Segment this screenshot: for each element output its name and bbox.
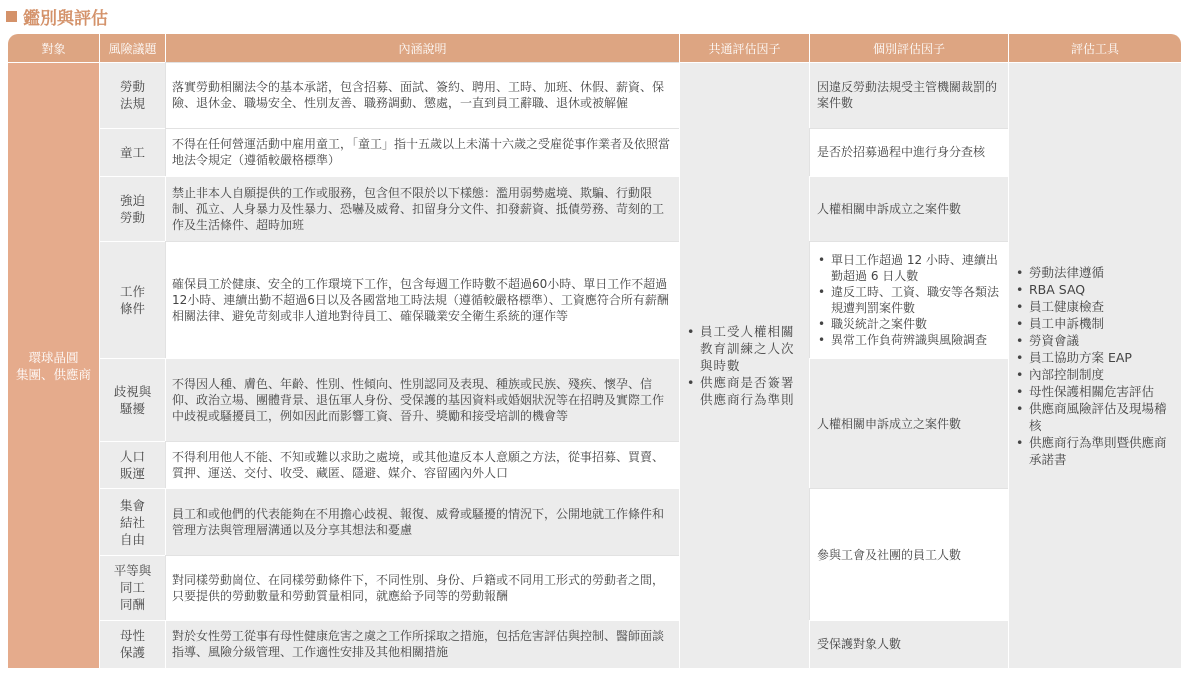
list-item: • 供應商是否簽署供應商行為準則 (687, 375, 795, 407)
header-risk-topic: 風險議題 (99, 34, 165, 62)
list-item: • 勞資會議 (1016, 332, 1080, 348)
object-cell (8, 62, 99, 668)
header-row (8, 34, 1181, 62)
common-factors-cell (679, 62, 809, 668)
description-cell: 員工和或他們的代表能夠在不用擔心歧視、報復、威脅或騷擾的情況下，公開地就工作條件和管理方法與管理層溝通以及分享其想法和憂慮 (165, 488, 679, 555)
list-item: • 員工協助方案 EAP (1016, 349, 1132, 365)
list-item: • 職災統計之案件數 (818, 317, 928, 332)
section-heading-text: 鑑別與評估 (23, 8, 108, 29)
object-line: 集團、供應商 (15, 366, 91, 382)
header-common-factors: 共通評估因子 (679, 34, 809, 62)
list-item: • 員工受人權相關教育訓練之人次與時數 (687, 324, 795, 373)
description-cell: 不得在任何營運活動中雇用童工，「童工」指十五歲以上未滿十六歲之受雇從事作業者及依照當地法令規定（遵循較嚴格標準） (165, 128, 679, 176)
table-row (8, 176, 1181, 242)
section-heading (6, 4, 108, 28)
table-row (8, 62, 1181, 128)
list-item: • 違反工時、工資、職安等各類法規遭判罰案件數 (818, 285, 1000, 316)
list-item: • 異常工作負荷辨識與風險調查 (818, 333, 988, 348)
header-object: 對象 (8, 34, 99, 62)
list-item: • 供應商行為準則暨供應商承諾書 (1016, 434, 1167, 467)
individual-factor-cell: 人權相關申訴成立之案件數 (809, 176, 1008, 242)
table-row (8, 241, 1181, 358)
individual-factor-cell (809, 241, 1008, 358)
table-row (8, 358, 1181, 441)
assessment-table (8, 34, 1181, 668)
list-item: • 母性保護相關危害評估 (1016, 383, 1155, 399)
list-item: • 員工申訴機制 (1016, 315, 1105, 331)
individual-factor-cell: 是否於招募過程中進行身分查核 (809, 128, 1008, 176)
object-line: 環球晶圓 (28, 349, 79, 365)
risk-topic-cell: 工作 條件 (99, 241, 165, 358)
individual-factor-cell: 參與工會及社團的員工人數 (809, 488, 1008, 619)
header-description: 內涵說明 (165, 34, 679, 62)
description-cell: 不得因人種、膚色、年齡、性別、性傾向、性別認同及表現、種族或民族、殘疾、懷孕、信仰、政治立場、團體背景、退伍軍人身份、受保護的基因資料或婚姻狀況等在招聘及實際工作中歧視或騷擾員工，例如因此而影響工資、晉升、獎勵和接受培訓的機會等 (165, 358, 679, 441)
header-tools: 評估工具 (1008, 34, 1181, 62)
risk-topic-cell: 人口 販運 (99, 441, 165, 488)
risk-topic-cell: 勞動 法規 (99, 62, 165, 128)
individual-factor-cell: 人權相關申訴成立之案件數 (809, 358, 1008, 488)
list-item: • RBA SAQ (1016, 281, 1086, 297)
description-cell: 不得利用他人不能、不知或難以求助之處境，或其他違反本人意願之方法，從事招募、買賣、質押、運送、交付、收受、藏匿、隱避、媒介、容留國內外人口 (165, 441, 679, 488)
table-row (8, 128, 1181, 176)
description-cell: 確保員工於健康、安全的工作環境下工作，包含每週工作時數不超過60小時、單日工作不超過12小時、連續出勤不超過6日以及各國當地工時法規（遵循較嚴格標準）、工資應符合所有薪酬相關法律、避免苛刻或非人道地對待員工、確保職業安全衛生系統的運作等 (165, 241, 679, 358)
table-row (8, 620, 1181, 668)
list-item: • 勞動法律遵循 (1016, 264, 1105, 280)
risk-topic-cell: 集會 結社 自由 (99, 488, 165, 555)
description-cell: 對於女性勞工從事有母性健康危害之虞之工作所採取之措施，包括危害評估與控制、醫師面談指導、風險分級管理、工作適性安排及其他相關措施 (165, 620, 679, 668)
list-item: • 單日工作超過 12 小時、連續出勤超過 6 日人數 (818, 253, 998, 284)
square-bullet-icon (6, 11, 17, 22)
risk-topic-cell: 母性 保護 (99, 620, 165, 668)
individual-factor-cell: 因違反勞動法規受主管機關裁罰的案件數 (809, 62, 1008, 128)
risk-topic-cell: 歧視與 騷擾 (99, 358, 165, 441)
individual-factor-cell: 受保護對象人數 (809, 620, 1008, 668)
list-item: • 內部控制制度 (1016, 366, 1105, 382)
description-cell: 對同樣勞動崗位、在同樣勞動條件下，不同性別、身份、戶籍或不同用工形式的勞動者之間，只要提供的勞動數量和勞動質量相同，就應給予同等的勞動報酬 (165, 555, 679, 620)
table-row (8, 488, 1181, 555)
risk-topic-cell: 強迫 勞動 (99, 176, 165, 242)
list-item: • 員工健康檢查 (1016, 298, 1105, 314)
description-cell: 落實勞動相關法令的基本承諾，包含招募、面試、簽約、聘用、工時、加班、休假、薪資、保險、退休金、職場安全、性別友善、職務調動、懲處，一直到員工辭職、退休或被解僱 (165, 62, 679, 128)
header-individual-factors: 個別評估因子 (809, 34, 1008, 62)
risk-topic-cell: 平等與 同工 同酬 (99, 555, 165, 620)
list-item: • 供應商風險評估及現場稽核 (1016, 400, 1167, 433)
risk-topic-cell: 童工 (99, 128, 165, 176)
tools-cell (1008, 62, 1181, 668)
description-cell: 禁止非本人自願提供的工作或服務，包含但不限於以下樣態：濫用弱勢處境、欺騙、行動限制、孤立、人身暴力及性暴力、恐嚇及威脅、扣留身分文件、扣發薪資、抵債勞務、苛刻的工作及生活條件、超時加班 (165, 176, 679, 242)
